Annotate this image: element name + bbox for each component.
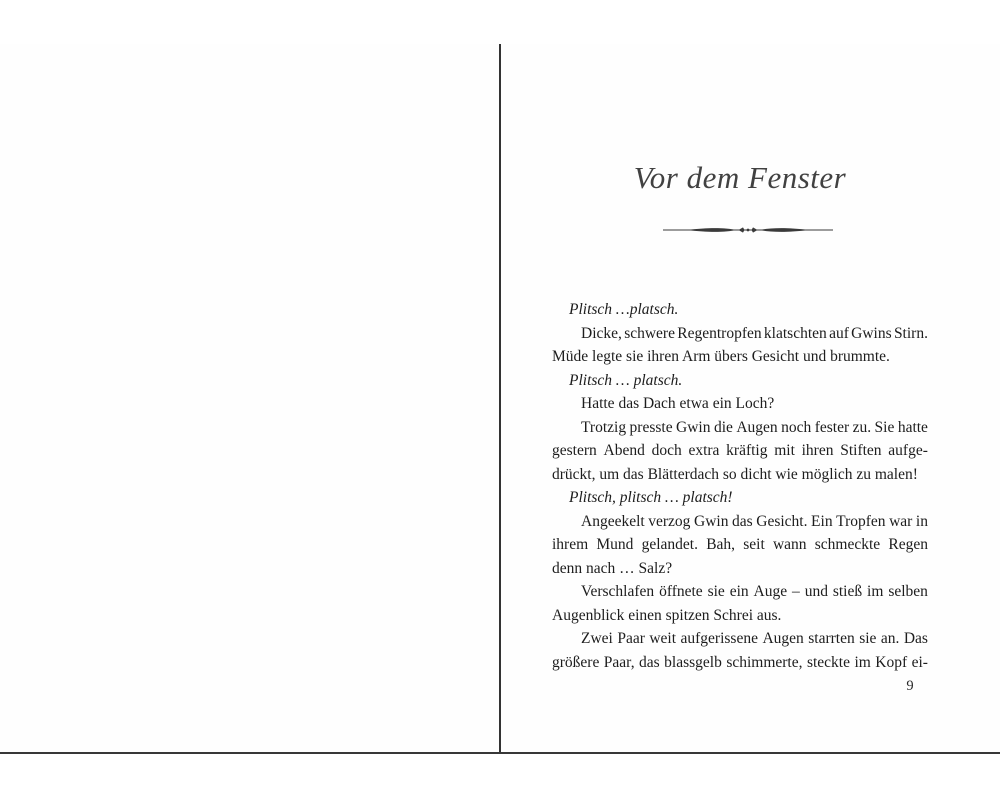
text-line: denn nach … Salz? — [552, 559, 673, 577]
body-text — [552, 298, 928, 674]
text-line: Plitsch … platsch. — [569, 371, 683, 389]
text-line: Verschlafen öffnete sie ein Auge – und stieß im selben — [581, 583, 928, 600]
chapter-title: Vor dem Fenster — [633, 160, 847, 195]
text-line: Hatte das Dach etwa ein Loch? — [581, 395, 775, 412]
text-line: Augenblick einen spitzen Schrei aus. — [552, 606, 782, 624]
text-line: Müde legte sie ihren Arm übers Gesicht und brummte. — [552, 348, 890, 365]
bottom-border-rule — [0, 752, 1000, 754]
text-line: Trotzig presste Gwin die Augen noch fester zu. Sie hatte — [581, 418, 928, 436]
text-line: größere Paar, das blassgelb schimmerte, steckte im Kopf ei- — [552, 653, 928, 671]
text-line: Zwei Paar weit aufgerissene Augen starrten sie an. Das — [581, 630, 928, 647]
text-line: ihrem Mund gelandet. Bah, seit wann schmeckte Regen — [552, 536, 928, 553]
left-page-blank — [0, 44, 499, 752]
text-line: Angeekelt verzog Gwin das Gesicht. Ein Tropfen war in — [581, 512, 928, 530]
text-line: drückt, um das Blätterdach so dicht wie möglich zu malen! — [552, 465, 918, 483]
text-line: Plitsch …platsch. — [569, 301, 679, 318]
page-spine-divider — [499, 44, 501, 752]
page-number: 9 — [906, 678, 914, 694]
text-line: gestern Abend doch extra kräftig mit ihren Stiften aufge- — [552, 442, 928, 459]
chapter-divider-ornament-icon — [663, 223, 833, 235]
text-line: Plitsch, plitsch … platsch! — [569, 489, 733, 506]
text-line: Dicke, schwere Regentropfen klatschten auf Gwins Stirn. — [581, 324, 928, 342]
